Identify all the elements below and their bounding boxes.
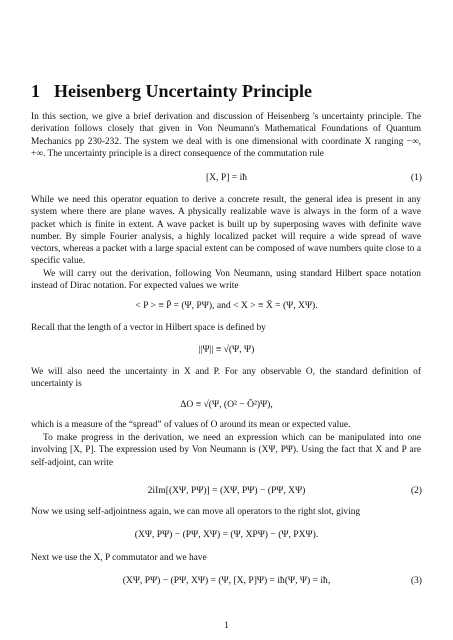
equation-uncertainty: ΔO ≡ √(Ψ, (O² − Ō²)Ψ),	[180, 399, 273, 410]
paragraph-wave-packet: While we need this operator equation to derive a concrete result, the general idea is present in any system where there are plane waves. A physically realizable wave is always in the form of a wave packet which is finite in extent. A wave packet is built up by superposing waves with definite wave number. By simple Fourier analysis, a highly localized packet will require a wide spread of wave vectors, whereas a packet with a large spacial extent can be composed of wave numbers quite close to a specific value.	[31, 195, 421, 267]
equation-label-1: (1)	[410, 172, 422, 183]
equation-label-3: (3)	[410, 575, 422, 586]
equation-length: ||Ψ|| ≡ √(Ψ, Ψ)	[198, 344, 255, 355]
paragraph-self-adjoint: Now we using self-adjointness again, we can move all operators to the right slot, giving	[31, 507, 361, 517]
equation-label-2: (2)	[410, 485, 422, 496]
section-number: 1	[31, 81, 40, 101]
paragraph-progress: To make progress in the derivation, we need an expression which can be manipulated into one involving [X, P]. The expression used by Von Neumann is (XΨ, PΨ). Using the fact that X and P are self-adjoint, can write	[31, 433, 421, 468]
paragraph-commutator: Next we use the X, P commutator and we have	[31, 553, 207, 563]
paragraph-intro: In this section, we give a brief derivation and discussion of Heisenberg 's uncertainty principle. The derivation follows closely that given in Von Neumann's Mathematical Foundations of Quantum Mechanics pp 230-232. The system we deal with is one dimensional with coordinate X ranging −∞, +∞. The uncertainty principle is a direct consequence of the commutation rule	[31, 112, 421, 159]
paragraph-uncertainty: We will also need the uncertainty in X and P. For any observable O, the standard definition of uncertainty is	[31, 367, 421, 390]
equation-right-slot: (XΨ, PΨ) − (PΨ, XΨ) = (Ψ, XPΨ) − (Ψ, PXΨ).	[134, 529, 319, 540]
section-title: Heisenberg Uncertainty Principle	[54, 81, 312, 101]
paragraph-length: Recall that the length of a vector in Hilbert space is defined by	[31, 323, 266, 333]
equation-expected-values: < P > ≡ P̄ = (Ψ, PΨ), and < X > ≡ X̄ = (Ψ, XΨ).	[135, 300, 318, 311]
equation-commutator-result: (XΨ, PΨ) − (PΨ, XΨ) = (Ψ, [X, P]Ψ) = iħ(Ψ, Ψ) = iħ,	[122, 575, 331, 586]
paragraph-spread: which is a measure of the “spread” of values of O around its mean or expected value.	[31, 420, 351, 430]
equation-commutator: [X, P] = iħ	[205, 172, 248, 183]
paragraph-notation: We will carry out the derivation, following Von Neumann, using standard Hilbert space notation instead of Dirac notation. For expected values we write	[31, 269, 421, 292]
equation-imaginary-part: 2iIm[(XΨ, PΨ)] = (XΨ, PΨ) − (PΨ, XΨ)	[147, 485, 306, 496]
section-heading	[31, 81, 312, 102]
page-number: 1	[224, 620, 229, 631]
